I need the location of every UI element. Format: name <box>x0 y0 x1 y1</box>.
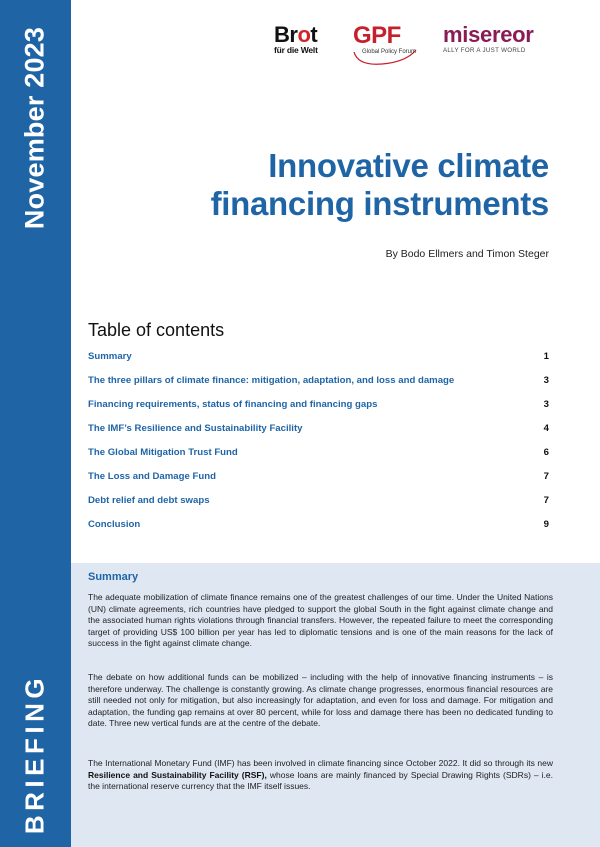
toc-item-title[interactable]: Debt relief and debt swaps <box>88 495 210 506</box>
toc-item-title[interactable]: The IMF’s Resilience and Sustainability Facility <box>88 423 303 434</box>
toc-item-page: 4 <box>543 423 549 434</box>
toc-item-page: 6 <box>543 447 549 458</box>
toc-item-title[interactable]: The three pillars of climate finance: mitigation, adaptation, and loss and damage <box>88 375 455 386</box>
toc-item-global-mitigation-trust-fund[interactable] <box>88 447 549 471</box>
misereor-logo <box>443 23 534 55</box>
toc-item-page: 7 <box>543 471 549 482</box>
gpf-logo-word: GPF <box>353 22 401 49</box>
toc-item-page: 3 <box>543 399 549 410</box>
sidebar-date: November 2023 <box>19 26 50 230</box>
toc-item-imf-rsf[interactable] <box>88 423 549 447</box>
brot-logo-word: Brot <box>274 22 318 47</box>
toc-item-page: 3 <box>543 375 549 386</box>
summary-paragraph-3-end: whose loans are mainly financed by Special Drawing Rights (SDRs) – i.e. the international reserve currency that the IMF itself issues. <box>88 769 554 792</box>
toc-item-loss-and-damage-fund[interactable] <box>88 471 549 495</box>
summary-paragraph-3-rsf: Resilience and Sustainability Facility (RSF), <box>88 769 267 780</box>
toc-item-debt-relief[interactable] <box>88 495 549 519</box>
toc-item-title[interactable]: Conclusion <box>88 519 141 530</box>
sidebar-series-label: BRIEFING <box>19 673 50 835</box>
document-title-line-1: Innovative climate <box>268 147 549 184</box>
gpf-logo <box>350 22 420 68</box>
misereor-logo-sub: ALLY FOR A JUST WORLD <box>443 47 526 54</box>
sidebar <box>0 0 71 847</box>
toc-item-three-pillars[interactable] <box>88 375 549 399</box>
toc-list <box>88 351 549 543</box>
gpf-logo-sub: Global Policy Forum <box>362 49 417 55</box>
brot-logo-accent-letter: o <box>297 22 311 47</box>
summary-paragraph-3 <box>88 758 553 793</box>
summary-paragraph-2: The debate on how additional funds can be mobilized – including with the help of innovative financing instruments – is therefore underway. The challenge is constantly growing. As climate change progresses, enormous financial resources are still needed not only for mitigation, but also increasingly for adaptation, and even for loss and damage. For mitigation and adaptation, the funding gap remains at over 80 percent, while for loss and damage there has been no dedicated funding to date. Three new vertical funds are at the centre of the debate. <box>88 672 553 729</box>
toc-item-page: 7 <box>543 495 549 506</box>
summary-paragraph-1: The adequate mobilization of climate finance remains one of the greatest challenges of our time. Under the United Nations (UN) climate agreements, rich countries have pledged to support the global South in the fight against climate change and the associated human rights violations through financial transfers. However, the repeated failure to meet the corresponding target of providing US$ 100 billion per year has led to diplomatic tensions and is one of the main reasons for the lack of success in the fight against climate change. <box>88 592 553 649</box>
toc-item-page: 9 <box>543 519 549 530</box>
toc-item-financing-requirements[interactable] <box>88 399 549 423</box>
toc-item-title[interactable]: The Global Mitigation Trust Fund <box>88 447 238 458</box>
brot-logo-sub: für die Welt <box>274 45 318 55</box>
toc-item-summary[interactable] <box>88 351 549 375</box>
summary-paragraph-3-start: The International Monetary Fund (IMF) has been involved in climate financing since October 2022. It did so through its new <box>88 758 553 768</box>
toc-heading: Table of contents <box>88 320 225 340</box>
brot-fuer-die-welt-logo <box>274 24 318 55</box>
misereor-logo-word: misereor <box>443 22 534 47</box>
toc-item-title[interactable]: Financing requirements, status of financing and financing gaps <box>88 399 378 410</box>
toc-item-conclusion[interactable] <box>88 519 549 543</box>
toc-item-page: 1 <box>543 351 549 362</box>
toc-item-title[interactable]: Summary <box>88 351 132 362</box>
document-title <box>211 147 549 223</box>
document-title-line-2: financing instruments <box>210 185 549 222</box>
authors: By Bodo Ellmers and Timon Steger <box>385 248 549 260</box>
toc-item-title[interactable]: The Loss and Damage Fund <box>88 471 216 482</box>
summary-heading: Summary <box>88 571 139 583</box>
